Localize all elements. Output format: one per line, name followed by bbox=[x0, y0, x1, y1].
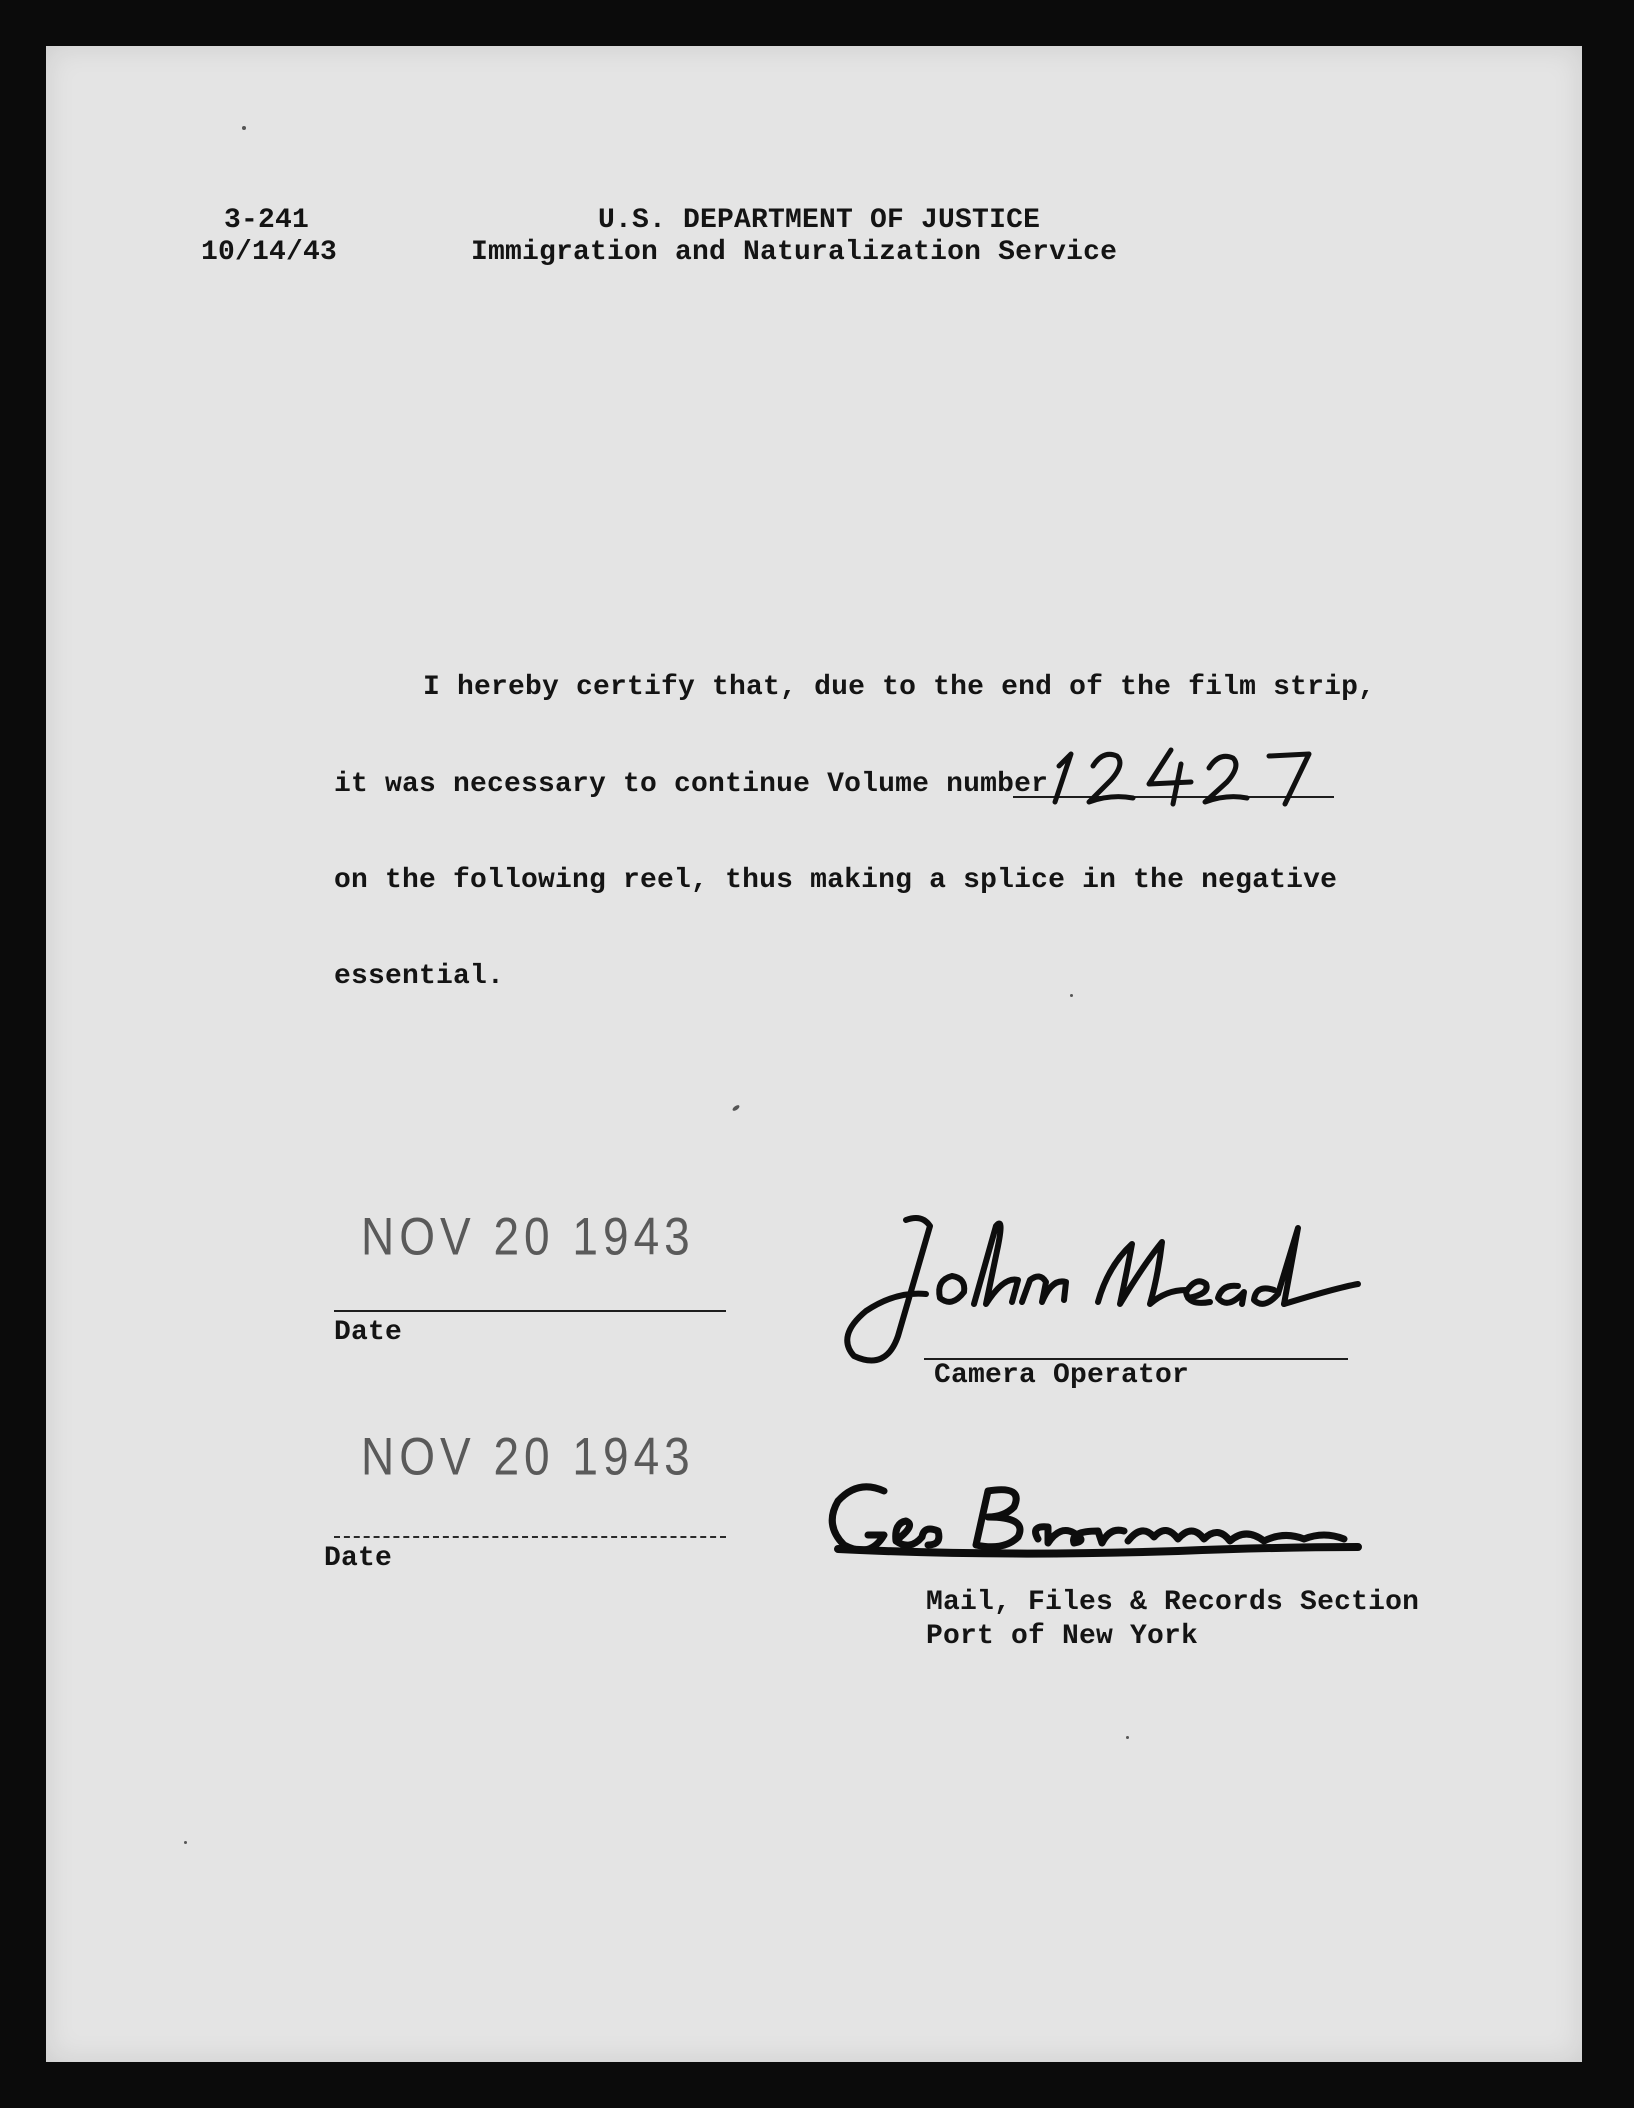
scan-speck bbox=[1126, 1736, 1129, 1739]
form-number: 3-241 bbox=[224, 205, 310, 236]
camera-operator-signature bbox=[826, 1206, 1366, 1376]
date-label-2: Date bbox=[324, 1543, 393, 1574]
service-heading: Immigration and Naturalization Service bbox=[471, 237, 1118, 268]
body-line-1: I hereby certify that, due to the end of the film strip, bbox=[423, 672, 1376, 703]
records-section-port: Port of New York bbox=[926, 1621, 1199, 1652]
date-line-2 bbox=[334, 1536, 726, 1538]
date-line-1 bbox=[334, 1310, 726, 1312]
date-label-1: Date bbox=[334, 1317, 403, 1348]
scan-speck bbox=[732, 1104, 741, 1112]
document-page bbox=[46, 46, 1582, 2062]
scan-speck bbox=[1070, 994, 1073, 997]
scan-speck bbox=[184, 1841, 187, 1844]
records-section-title: Mail, Files & Records Section bbox=[926, 1587, 1420, 1618]
records-section-signature bbox=[798, 1461, 1418, 1571]
body-line-2: it was necessary to continue Volume number bbox=[334, 769, 1049, 800]
scan-speck bbox=[242, 126, 246, 130]
form-date: 10/14/43 bbox=[201, 237, 338, 268]
body-line-4: essential. bbox=[334, 961, 505, 992]
camera-operator-title: Camera Operator bbox=[934, 1360, 1190, 1391]
volume-number-handwriting bbox=[1041, 744, 1331, 810]
department-heading: U.S. DEPARTMENT OF JUSTICE bbox=[598, 205, 1041, 236]
date-stamp-1: NOV 20 1943 bbox=[361, 1206, 695, 1266]
body-line-3: on the following reel, thus making a splice in the negative bbox=[334, 865, 1338, 896]
date-stamp-2: NOV 20 1943 bbox=[361, 1426, 695, 1486]
